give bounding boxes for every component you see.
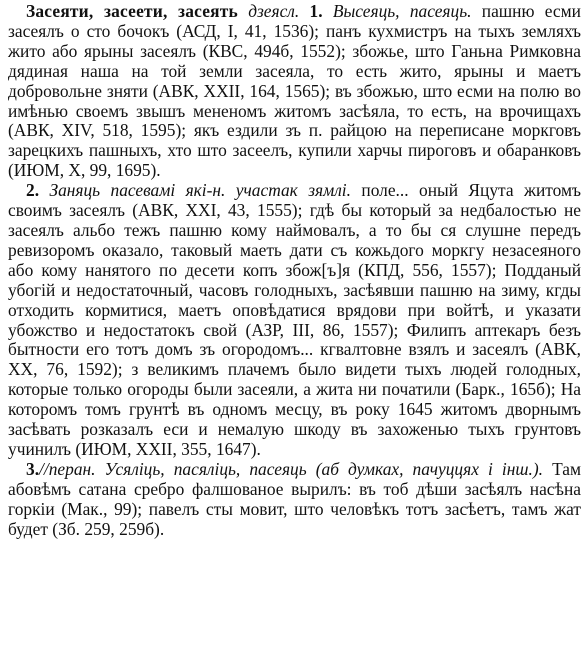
sense-citations: пашню есми засеялъ о сто бочокъ (АСД, I, 41, 1536); панъ кухмистръ на тыхъ земляхъ жито або ярыны засеялъ (КВС, 494б, 1552); збожье, што Ганьна Римковна дядиная наша на той земли засеяла, то есть жито, ярыны и маетъ добровольне зняти (АВК, XXII, 164, 1565); въ збожью, што есми на полю во имѣнью своемъ звышъ мененомъ житомъ засѣяла, то есть, на врочищахъ (АВК, XIV, 518, 1595); якъ ездили зъ п. райцою на переписане моркговъ зарецкихъ пашныхъ, хто што засеелъ, купили харчы пироговъ и обаранковъ (ИЮМ, X, 99, 1695). xyxy=(8,1,581,181)
headword: Засеяти, засеети, засеять xyxy=(26,1,238,21)
sense-citations: Там абовѣмъ сатана сребро фалшованое вырилъ: въ тоб дѣши засѣялъ насѣна горкіи (Мак., 99); павелъ сты мовит, што человѣкъ тотъ засѣетъ, тамъ жат будет (Зб. 259, 259б). xyxy=(8,458,581,539)
sense-number: 1. xyxy=(309,1,323,21)
sense-gloss: //перан. Усяліць, пасяліць, пасеяць (аб думках, пачуццях і інш.). xyxy=(39,458,543,479)
sense-2-paragraph xyxy=(8,181,581,460)
sense-gloss: Заняць пасевамі які-н. участак зямлі. xyxy=(49,180,351,201)
sense-3-paragraph xyxy=(8,460,581,540)
sense-citations: поле... оный Яцута житомъ своимъ засеялъ (АВК, XXI, 43, 1555); гдѣ бы который за недбалостью не засеялъ альбо тежъ пашню кому наймовалъ, а то бы ся слушне передъ ревизоромъ оказало, таковый маеть дати съ кожьдого моркгу незасеяного або кому нанятого по десети копъ збож[ъ]я (КПД, 556, 1557); Подданый убогій и недостаточный, часовъ голодныхъ, засѣявши пашню на зиму, кгды отходить кормитися, маетъ оповѣдатися врядови при войтѣ, и указати убожство и недостатокъ свой (АЗР, III, 86, 1557); Филипъ аптекаръ безъ бытности его тотъ домъ зъ огородомъ... кгвалтовне взялъ и засеялъ (АВК, XX, 76, 1592); з великимъ плачемъ было видети тыхъ людей голодных, которые только огороды были засеяли, а жита ни початили (Барк., 165б); На которомъ томъ грунтѣ въ одномъ месцу, въ року 1645 житомъ дворнымъ засѣвать розказалъ еси и немалую шкоду въ захоженью тыхъ грунтовъ учинилъ (ИЮМ, XXII, 355, 1647). xyxy=(8,180,582,459)
sense-1-paragraph xyxy=(8,2,581,181)
sense-gloss: Высеяць, пасеяць. xyxy=(332,1,472,21)
sense-number: 3. xyxy=(26,458,40,479)
sense-number: 2. xyxy=(26,180,40,201)
part-of-speech: дзеясл. xyxy=(248,1,300,21)
